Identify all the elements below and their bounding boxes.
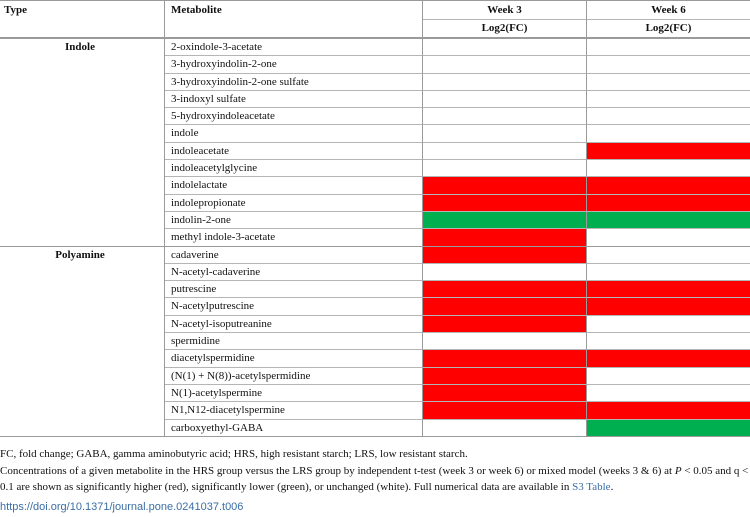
table-row xyxy=(0,384,750,401)
header-week3: Week 3 xyxy=(423,1,587,19)
metabolite-cell: methyl indole-3-acetate xyxy=(165,228,423,245)
type-cell xyxy=(0,159,165,176)
type-cell xyxy=(0,419,165,436)
header-week6: Week 6 xyxy=(651,4,686,16)
metabolite-cell: carboxyethyl-GABA xyxy=(165,419,423,436)
metabolite-cell: (N(1) + N(8))-acetylspermidine xyxy=(165,367,423,384)
table-row xyxy=(0,228,750,245)
table-row xyxy=(0,246,750,263)
metabolite-cell: 3-hydroxyindolin-2-one xyxy=(165,55,423,72)
footnote-description xyxy=(0,463,750,495)
week6-status-cell xyxy=(587,142,750,159)
type-cell xyxy=(0,107,165,124)
type-cell: Indole xyxy=(0,38,165,55)
week3-status-cell xyxy=(423,384,587,401)
type-cell xyxy=(0,211,165,228)
type-cell xyxy=(0,176,165,193)
week3-status-cell xyxy=(423,194,587,211)
header-type-blank xyxy=(0,19,165,37)
week3-status-cell xyxy=(423,280,587,297)
week3-status-cell xyxy=(423,124,587,141)
week3-status-cell xyxy=(423,107,587,124)
doi-link[interactable]: https://doi.org/10.1371/journal.pone.0241037.t006 xyxy=(0,501,244,513)
table-row xyxy=(0,401,750,418)
table-row xyxy=(0,55,750,72)
week3-status-cell xyxy=(423,349,587,366)
header-metabolite-blank xyxy=(165,19,423,37)
table-row xyxy=(0,159,750,176)
type-cell xyxy=(0,194,165,211)
header-week6-measure: Log2(FC) xyxy=(587,19,750,37)
week6-status-cell xyxy=(587,107,750,124)
week6-status-cell xyxy=(587,159,750,176)
week6-status-cell xyxy=(587,124,750,141)
week3-status-cell xyxy=(423,73,587,90)
table-row xyxy=(0,332,750,349)
type-cell xyxy=(0,349,165,366)
metabolite-cell: N-acetyl-isoputreanine xyxy=(165,315,423,332)
table-header-row-2 xyxy=(0,19,750,38)
table-row xyxy=(0,73,750,90)
type-cell xyxy=(0,401,165,418)
week6-status-cell xyxy=(587,38,750,55)
week6-status-cell xyxy=(587,297,750,314)
footnote-text-2: < 0.05 and q < 0.1 are shown as significantly higher (red), significantly lower (green), or unchanged (white). Full numerical data are available in xyxy=(0,465,749,493)
header-type: Type xyxy=(0,1,165,19)
table-row xyxy=(0,280,750,297)
table-row xyxy=(0,90,750,107)
table-row xyxy=(0,297,750,314)
s3-table-link[interactable]: S3 Table xyxy=(572,481,611,493)
metabolite-cell: 3-indoxyl sulfate xyxy=(165,90,423,107)
footnote-text-1: Concentrations of a given metabolite in the HRS group versus the LRS group by independent t-test (week 3 or week 6) or mixed model (weeks 3 & 6) at xyxy=(0,465,675,477)
metabolite-cell: 3-hydroxyindolin-2-one sulfate xyxy=(165,73,423,90)
table-row xyxy=(0,142,750,159)
week3-status-cell xyxy=(423,228,587,245)
metabolite-cell: N-acetyl-cadaverine xyxy=(165,263,423,280)
week6-status-cell xyxy=(587,228,750,245)
week3-status-cell xyxy=(423,297,587,314)
week6-status-cell xyxy=(587,176,750,193)
week6-status-cell xyxy=(587,280,750,297)
type-cell xyxy=(0,263,165,280)
type-cell: Polyamine xyxy=(0,246,165,263)
week3-status-cell xyxy=(423,176,587,193)
header-week3-measure: Log2(FC) xyxy=(423,19,587,37)
week6-status-cell xyxy=(587,73,750,90)
week6-status-cell xyxy=(587,55,750,72)
week3-status-cell xyxy=(423,90,587,107)
type-cell xyxy=(0,142,165,159)
metabolite-cell: diacetylspermidine xyxy=(165,349,423,366)
type-cell xyxy=(0,297,165,314)
table-row xyxy=(0,194,750,211)
week6-status-cell xyxy=(587,246,750,263)
header-metabolite: Metabolite xyxy=(165,1,423,19)
table-row xyxy=(0,176,750,193)
type-cell xyxy=(0,228,165,245)
table-row xyxy=(0,124,750,141)
type-cell xyxy=(0,124,165,141)
week3-status-cell xyxy=(423,419,587,436)
table-row xyxy=(0,107,750,124)
table-row xyxy=(0,349,750,366)
metabolite-cell: indoleacetylglycine xyxy=(165,159,423,176)
metabolite-cell: indolelactate xyxy=(165,176,423,193)
week3-status-cell xyxy=(423,367,587,384)
metabolite-cell: N1,N12-diacetylspermine xyxy=(165,401,423,418)
week6-status-cell xyxy=(587,401,750,418)
metabolite-cell: N(1)-acetylspermine xyxy=(165,384,423,401)
week3-status-cell xyxy=(423,142,587,159)
week6-status-cell xyxy=(587,315,750,332)
type-cell xyxy=(0,384,165,401)
footnote-p-symbol: P xyxy=(674,465,682,477)
week6-status-cell xyxy=(587,384,750,401)
type-cell xyxy=(0,315,165,332)
type-cell xyxy=(0,332,165,349)
table-row xyxy=(0,315,750,332)
table-bottom-rule xyxy=(0,436,750,437)
week6-status-cell xyxy=(587,194,750,211)
week6-status-cell xyxy=(587,263,750,280)
week6-status-cell xyxy=(587,90,750,107)
week3-status-cell xyxy=(423,38,587,55)
metabolite-cell: putrescine xyxy=(165,280,423,297)
week3-status-cell xyxy=(423,159,587,176)
week6-status-cell xyxy=(587,349,750,366)
metabolite-cell: 5-hydroxyindoleacetate xyxy=(165,107,423,124)
type-cell xyxy=(0,280,165,297)
type-cell xyxy=(0,367,165,384)
metabolite-cell: indole xyxy=(165,124,423,141)
week6-status-cell xyxy=(587,367,750,384)
week6-status-cell xyxy=(587,211,750,228)
table-header-row-1 xyxy=(0,0,750,19)
week3-status-cell xyxy=(423,263,587,280)
week3-status-cell xyxy=(423,55,587,72)
metabolite-cell: indolin-2-one xyxy=(165,211,423,228)
metabolite-cell: 2-oxindole-3-acetate xyxy=(165,38,423,55)
footnote-abbreviations: FC, fold change; GABA, gamma aminobutyric acid; HRS, high resistant starch; LRS, low resistant starch. xyxy=(0,448,468,460)
week3-status-cell xyxy=(423,211,587,228)
type-cell xyxy=(0,73,165,90)
table-row xyxy=(0,367,750,384)
week3-status-cell xyxy=(423,315,587,332)
week3-status-cell xyxy=(423,246,587,263)
week3-status-cell xyxy=(423,401,587,418)
week6-status-cell xyxy=(587,419,750,436)
table-row xyxy=(0,38,750,55)
type-cell xyxy=(0,90,165,107)
week6-status-cell xyxy=(587,332,750,349)
footnote-text-3: . xyxy=(610,481,614,493)
type-cell xyxy=(0,55,165,72)
metabolite-cell: N-acetylputrescine xyxy=(165,297,423,314)
week3-status-cell xyxy=(423,332,587,349)
metabolite-cell: indoleacetate xyxy=(165,142,423,159)
table-row xyxy=(0,419,750,436)
table-body xyxy=(0,38,750,436)
metabolite-cell: indolepropionate xyxy=(165,194,423,211)
table-row xyxy=(0,263,750,280)
metabolite-cell: spermidine xyxy=(165,332,423,349)
table-row xyxy=(0,211,750,228)
metabolite-cell: cadaverine xyxy=(165,246,423,263)
